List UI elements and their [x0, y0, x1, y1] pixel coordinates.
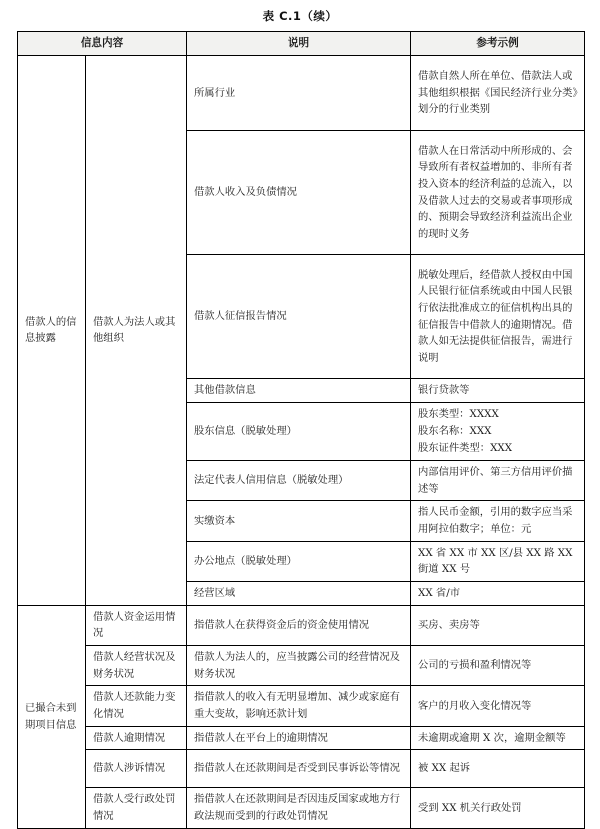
- section-subcategory-label: 借款人为法人或其他组织: [86, 56, 187, 605]
- row-description: 借款人为法人的，应当披露公司的经营情况及财务状况: [187, 645, 411, 685]
- information-disclosure-table: [17, 31, 585, 829]
- row-example: 借款人在日常活动中所形成的、会导致所有者权益增加的、非所有者投入资本的经济利益的总流入，以及借款人过去的交易或者事项形成的、预期会导致经济利益流出企业的现时义务: [411, 131, 585, 255]
- row-description: 其他借款信息: [187, 379, 411, 403]
- row-description: 指借款人在还款期间是否受到民事诉讼等情况: [187, 750, 411, 788]
- example-line: 股东类型：XXXX: [418, 408, 499, 421]
- row-description: 经营区域: [187, 581, 411, 605]
- column-header-info-content: 信息内容: [18, 32, 187, 56]
- example-line: 股东证件类型：XXX: [418, 441, 513, 454]
- table-row: [18, 750, 585, 788]
- table-row: [18, 645, 585, 685]
- table-row: [18, 605, 585, 645]
- row-example: 被 XX 起诉: [411, 750, 585, 788]
- row-example: 借款自然人所在单位、借款法人或其他组织根据《国民经济行业分类》划分的行业类别: [411, 56, 585, 131]
- section-category-label: 已撮合未到期项目信息: [18, 605, 86, 828]
- row-example: 买房、卖房等: [411, 605, 585, 645]
- row-item: 借款人受行政处罚情况: [86, 788, 187, 828]
- row-description: 借款人收入及负债情况: [187, 131, 411, 255]
- row-example: 内部信用评价、第三方信用评价描述等: [411, 460, 585, 500]
- table-row: [18, 788, 585, 828]
- row-example: 脱敏处理后，经借款人授权由中国人民银行征信系统或由中国人民银行依法批准成立的征信机构出具的征信报告中借款人的逾期情况。借款人如无法提供征信报告，需进行说明: [411, 255, 585, 379]
- row-example: XX 省/市: [411, 581, 585, 605]
- row-example: 客户的月收入变化情况等: [411, 686, 585, 726]
- row-example-multiline: [411, 402, 585, 460]
- table-body: [18, 56, 585, 828]
- table-caption: 表 C.1（续）: [262, 9, 338, 23]
- row-description: 股东信息（脱敏处理）: [187, 402, 411, 460]
- column-header-description: 说明: [187, 32, 411, 56]
- row-example: 未逾期或逾期 X 次，逾期金额等: [411, 726, 585, 750]
- row-example: XX 省 XX 市 XX 区/县 XX 路 XX 街道 XX 号: [411, 541, 585, 581]
- row-description: 指借款人在还款期间是否因违反国家或地方行政法规而受到的行政处罚情况: [187, 788, 411, 828]
- table-row: [18, 56, 585, 131]
- row-description: 法定代表人信用信息（脱敏处理）: [187, 460, 411, 500]
- row-item: 借款人涉诉情况: [86, 750, 187, 788]
- section-category-label: 借款人的信息披露: [18, 56, 86, 605]
- table-header-row: [18, 32, 585, 56]
- row-item: 借款人资金运用情况: [86, 605, 187, 645]
- row-description: 办公地点（脱敏处理）: [187, 541, 411, 581]
- row-description: 实缴资本: [187, 501, 411, 541]
- example-line: 股东名称：XXX: [418, 424, 492, 437]
- row-description: 指借款人在平台上的逾期情况: [187, 726, 411, 750]
- table-row: [18, 726, 585, 750]
- table-header: [18, 32, 585, 56]
- row-example: 受到 XX 机关行政处罚: [411, 788, 585, 828]
- row-example: 银行贷款等: [411, 379, 585, 403]
- row-description: 所属行业: [187, 56, 411, 131]
- row-description: 指借款人在获得资金后的资金使用情况: [187, 605, 411, 645]
- row-item: 借款人还款能力变化情况: [86, 686, 187, 726]
- column-header-reference-example: 参考示例: [411, 32, 585, 56]
- row-item: 借款人逾期情况: [86, 726, 187, 750]
- row-example: 指人民币金额，引用的数字应当采用阿拉伯数字；单位：元: [411, 501, 585, 541]
- row-description: 借款人征信报告情况: [187, 255, 411, 379]
- table-row: [18, 686, 585, 726]
- row-example: 公司的亏损和盈利情况等: [411, 645, 585, 685]
- row-description: 指借款人的收入有无明显增加、减少或家庭有重大变故，影响还款计划: [187, 686, 411, 726]
- row-item: 借款人经营状况及财务状况: [86, 645, 187, 685]
